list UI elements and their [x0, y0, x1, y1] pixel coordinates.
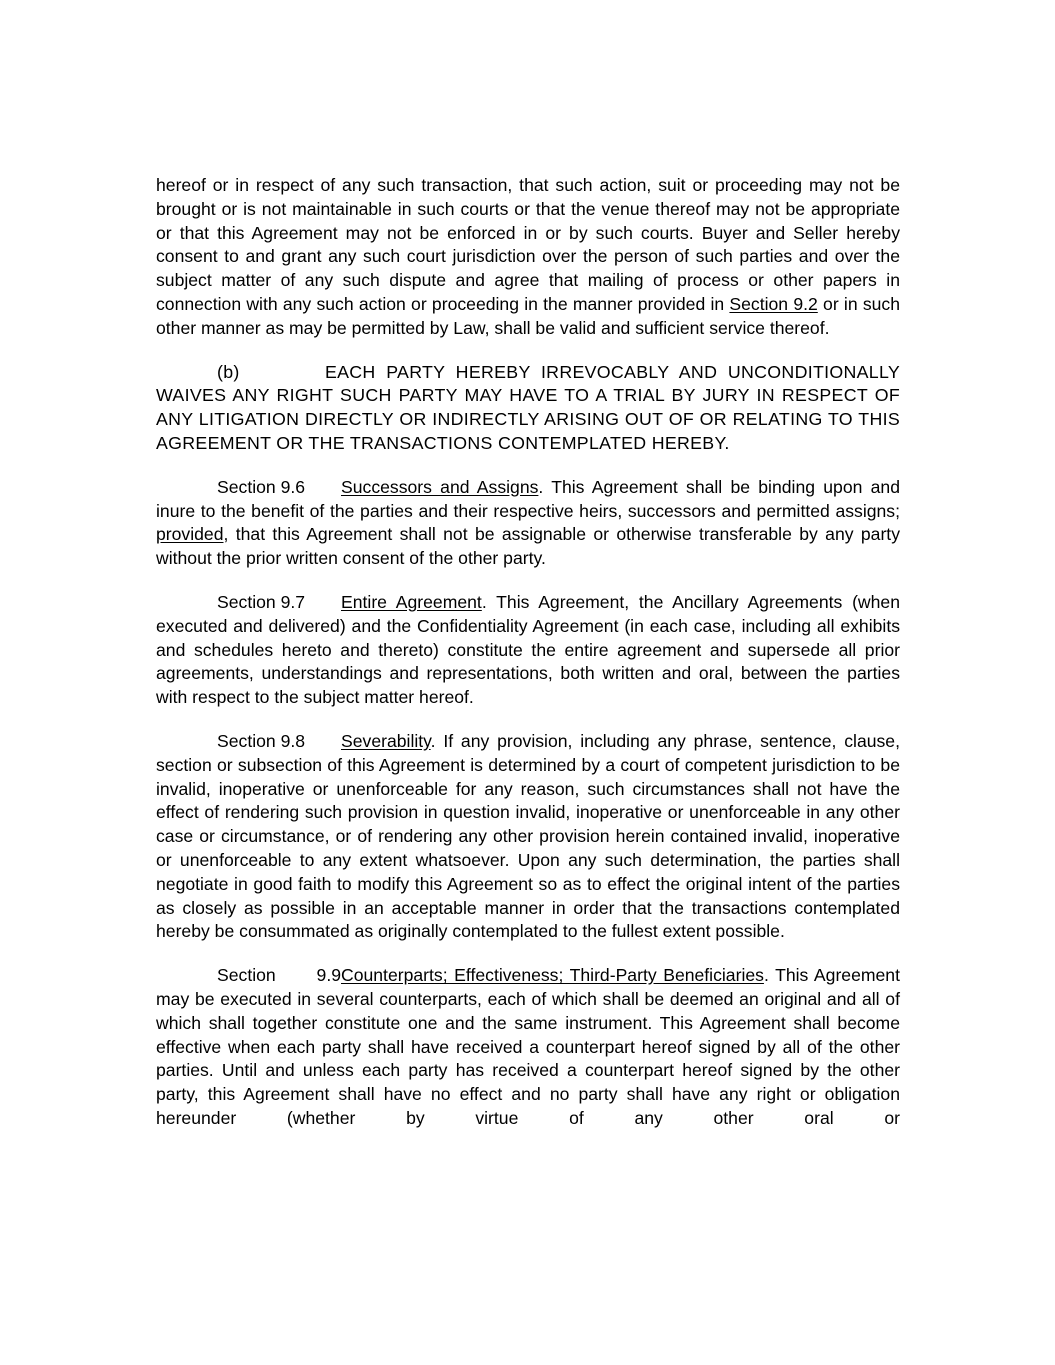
section-9-8: [156, 730, 900, 944]
section-heading: Severability: [341, 730, 431, 751]
paragraph-text: or in such other manner as may be permitted by Law, shall be valid and sufficient service thereof.: [156, 293, 901, 338]
provided-emphasis: provided: [156, 524, 224, 545]
section-number: Section 9.6: [217, 476, 306, 497]
section-heading: Successors and Assigns: [341, 476, 539, 497]
section-9-6: [156, 476, 900, 571]
section-text: , that this Agreement shall not be assignable or otherwise transferable by any party without the prior written consent of the other party.: [156, 524, 900, 569]
section-text: . This Agreement may be executed in several counterparts, each of which shall be deemed an original and all of which shall together constitute one and the same instrument. This Agreement shall become effective when each party shall have received a counterpart hereof signed by all of the other parties. Until and unless each party has received a counterpart hereof signed by the other party, this Agreement shall have no effect and no party shall have any right or obligation hereunder (whether by virtue of any other oral or: [156, 965, 900, 1128]
section-9-2-reference: Section 9.2: [729, 293, 818, 314]
section-9-7: [156, 591, 900, 710]
section-text: . If any provision, including any phrase, sentence, clause, section or subsection of this Agreement is determined by a court of competent jurisdiction to be invalid, inoperative or unenforceable for any reason, such circumstances shall not have the effect of rendering such provision in question invalid, inoperative or unenforceable in any other case or circumstance, or of rendering any other provision herein contained invalid, inoperative or unenforceable to any extent whatsoever. Upon any such determination, the parties shall negotiate in good faith to modify this Agreement so as to effect the original intent of the parties as closely as possible in an acceptable manner in order that the transactions contemplated hereby be consummated as originally contemplated to the fullest extent possible.: [156, 730, 900, 942]
section-number: Section 9.7: [217, 591, 306, 612]
section-number: Section 9.9: [217, 965, 341, 986]
paragraph-text: hereof or in respect of any such transaction, that such action, suit or proceeding may not be brought or is not maintainable in such courts or that the venue thereof may not be appropriate or that this Agreement may not be enforced in or by such courts. Buyer and Seller hereby consent to and grant any such court jurisdiction over the person of such parties and over the subject matter of any such dispute and agree that mailing of process or other papers in connection with any such action or proceeding in the manner provided in: [156, 175, 900, 314]
section-9-9: [156, 964, 900, 1131]
paragraph-jury-waiver: [156, 361, 900, 456]
section-text: . This Agreement shall be binding upon and inure to the benefit of the parties and their respective heirs, successors and permitted assigns;: [156, 476, 900, 521]
document-page: [156, 174, 900, 1151]
clause-label-b: (b): [217, 361, 240, 382]
section-text: . This Agreement, the Ancillary Agreements (when executed and delivered) and the Confidentiality Agreement (in each case, including all exhibits and schedules hereto and thereto) constitute the entire agreement and supersede all prior agreements, understandings and representations, both written and oral, between the parties with respect to the subject matter hereof.: [156, 591, 900, 708]
paragraph-jurisdiction-continued: [156, 174, 900, 341]
section-number: Section 9.8: [217, 730, 306, 751]
section-heading: Entire Agreement: [341, 591, 482, 612]
section-heading: Counterparts; Effectiveness; Third-Party Beneficiaries: [341, 965, 764, 986]
clause-text: EACH PARTY HEREBY IRREVOCABLY AND UNCONDITIONALLY WAIVES ANY RIGHT SUCH PARTY MAY HAVE TO A TRIAL BY JURY IN RESPECT OF ANY LITIGATION DIRECTLY OR INDIRECTLY ARISING OUT OF OR RELATING TO THIS AGREEMENT OR THE TRANSACTIONS CONTEMPLATED HEREBY.: [156, 361, 900, 453]
